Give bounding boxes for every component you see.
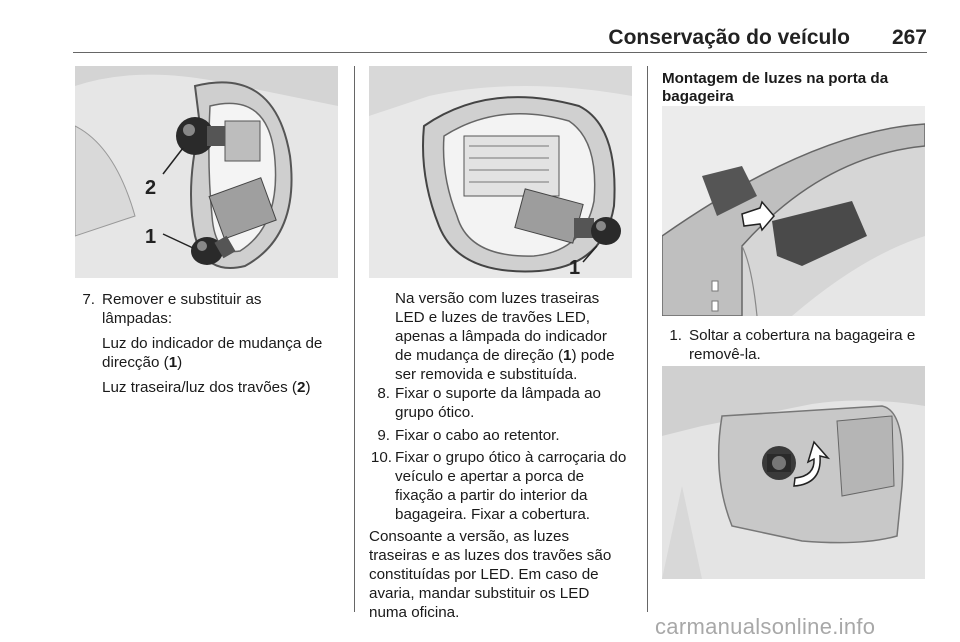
led-note-line5: ser removida e substituída. <box>395 366 578 383</box>
step-10-line2: veículo e apertar a porca de <box>395 468 585 485</box>
step-10-line4: bagageira. Fixar a cobertura. <box>395 506 591 523</box>
step-7-sub1-pre: direcção ( <box>102 354 169 371</box>
section-heading-line2: bagageira <box>662 88 734 105</box>
step-1-line2: removê-la. <box>689 346 761 363</box>
step-7-text-line2: lâmpadas: <box>102 310 173 327</box>
led-paragraph-line5: numa oficina. <box>369 604 460 621</box>
step-7-sub2 <box>102 378 311 397</box>
step-7-text-line1: Remover e substituir as <box>102 291 262 308</box>
section-heading-line1: Montagem de luzes na porta da <box>662 70 889 87</box>
tailgate-cover-figure <box>662 106 925 316</box>
step-7-sub1-post: ) <box>177 354 183 371</box>
step-7-sub2-pre: Luz traseira/luz dos travões ( <box>102 379 297 396</box>
step-9-line1: Fixar o cabo ao retentor. <box>395 427 560 444</box>
step-8-number: 8. <box>377 385 390 402</box>
step-10-line1: Fixar o grupo ótico à carroçaria do <box>395 449 627 466</box>
led-paragraph-line4: avaria, mandar substituir os LED <box>369 585 590 602</box>
step-8-line2: grupo ótico. <box>395 404 475 421</box>
led-note-ref: 1 <box>563 347 572 364</box>
step-1-line1: Soltar a cobertura na bagageira e <box>689 327 916 344</box>
step-10-line3: fixação a partir do interior da <box>395 487 588 504</box>
page-section-title: Conservação do veículo <box>608 26 850 49</box>
figure-callout-1: 1 <box>145 226 157 248</box>
step-8-line1: Fixar o suporte da lâmpada ao <box>395 385 601 402</box>
led-paragraph-line1: Consoante a versão, as luzes <box>369 528 570 545</box>
led-note-line2: LED e luzes de travões LED, <box>395 309 591 326</box>
step-7-sub1-line1: Luz do indicador de mudança de <box>102 335 323 352</box>
led-tail-light-figure <box>369 66 632 278</box>
page-number: 267 <box>891 26 927 49</box>
step-9-number: 9. <box>377 427 390 444</box>
tail-light-bulbs-figure <box>75 66 338 278</box>
led-note-line4 <box>395 346 615 365</box>
figure-callout-1: 1 <box>569 257 581 278</box>
header-rule <box>73 52 927 53</box>
watermark: carmanualsonline.info <box>655 614 876 639</box>
led-note-line4-post: ) pode <box>571 347 615 364</box>
led-note-line3: apenas a lâmpada do indicador <box>395 328 607 345</box>
tailgate-illustration <box>662 106 925 316</box>
step-7-sub1-ref: 1 <box>168 354 178 371</box>
led-note-line4-pre: de mudança de direção ( <box>395 347 564 364</box>
step-1-number: 1. <box>669 327 682 344</box>
trunk-fastener-illustration <box>662 366 925 579</box>
led-paragraph-line2: traseiras e as luzes dos travões são <box>369 547 612 564</box>
step-10-number: 10. <box>370 449 392 466</box>
tail-light-illustration <box>75 66 338 278</box>
column-divider-2 <box>647 66 648 612</box>
step-7-sub2-post: ) <box>305 379 311 396</box>
led-tail-light-illustration <box>369 66 632 278</box>
figure-callout-2: 2 <box>145 177 157 199</box>
column-divider-1 <box>354 66 355 612</box>
step-7-number: 7. <box>82 291 95 308</box>
led-paragraph-line3: constituídas por LED. Em caso de <box>369 566 599 583</box>
step-7-sub1-line2 <box>102 353 182 372</box>
trunk-fastener-figure <box>662 366 925 579</box>
led-note-line1: Na versão com luzes traseiras <box>395 290 600 307</box>
step-7-sub2-ref: 2 <box>297 379 306 396</box>
